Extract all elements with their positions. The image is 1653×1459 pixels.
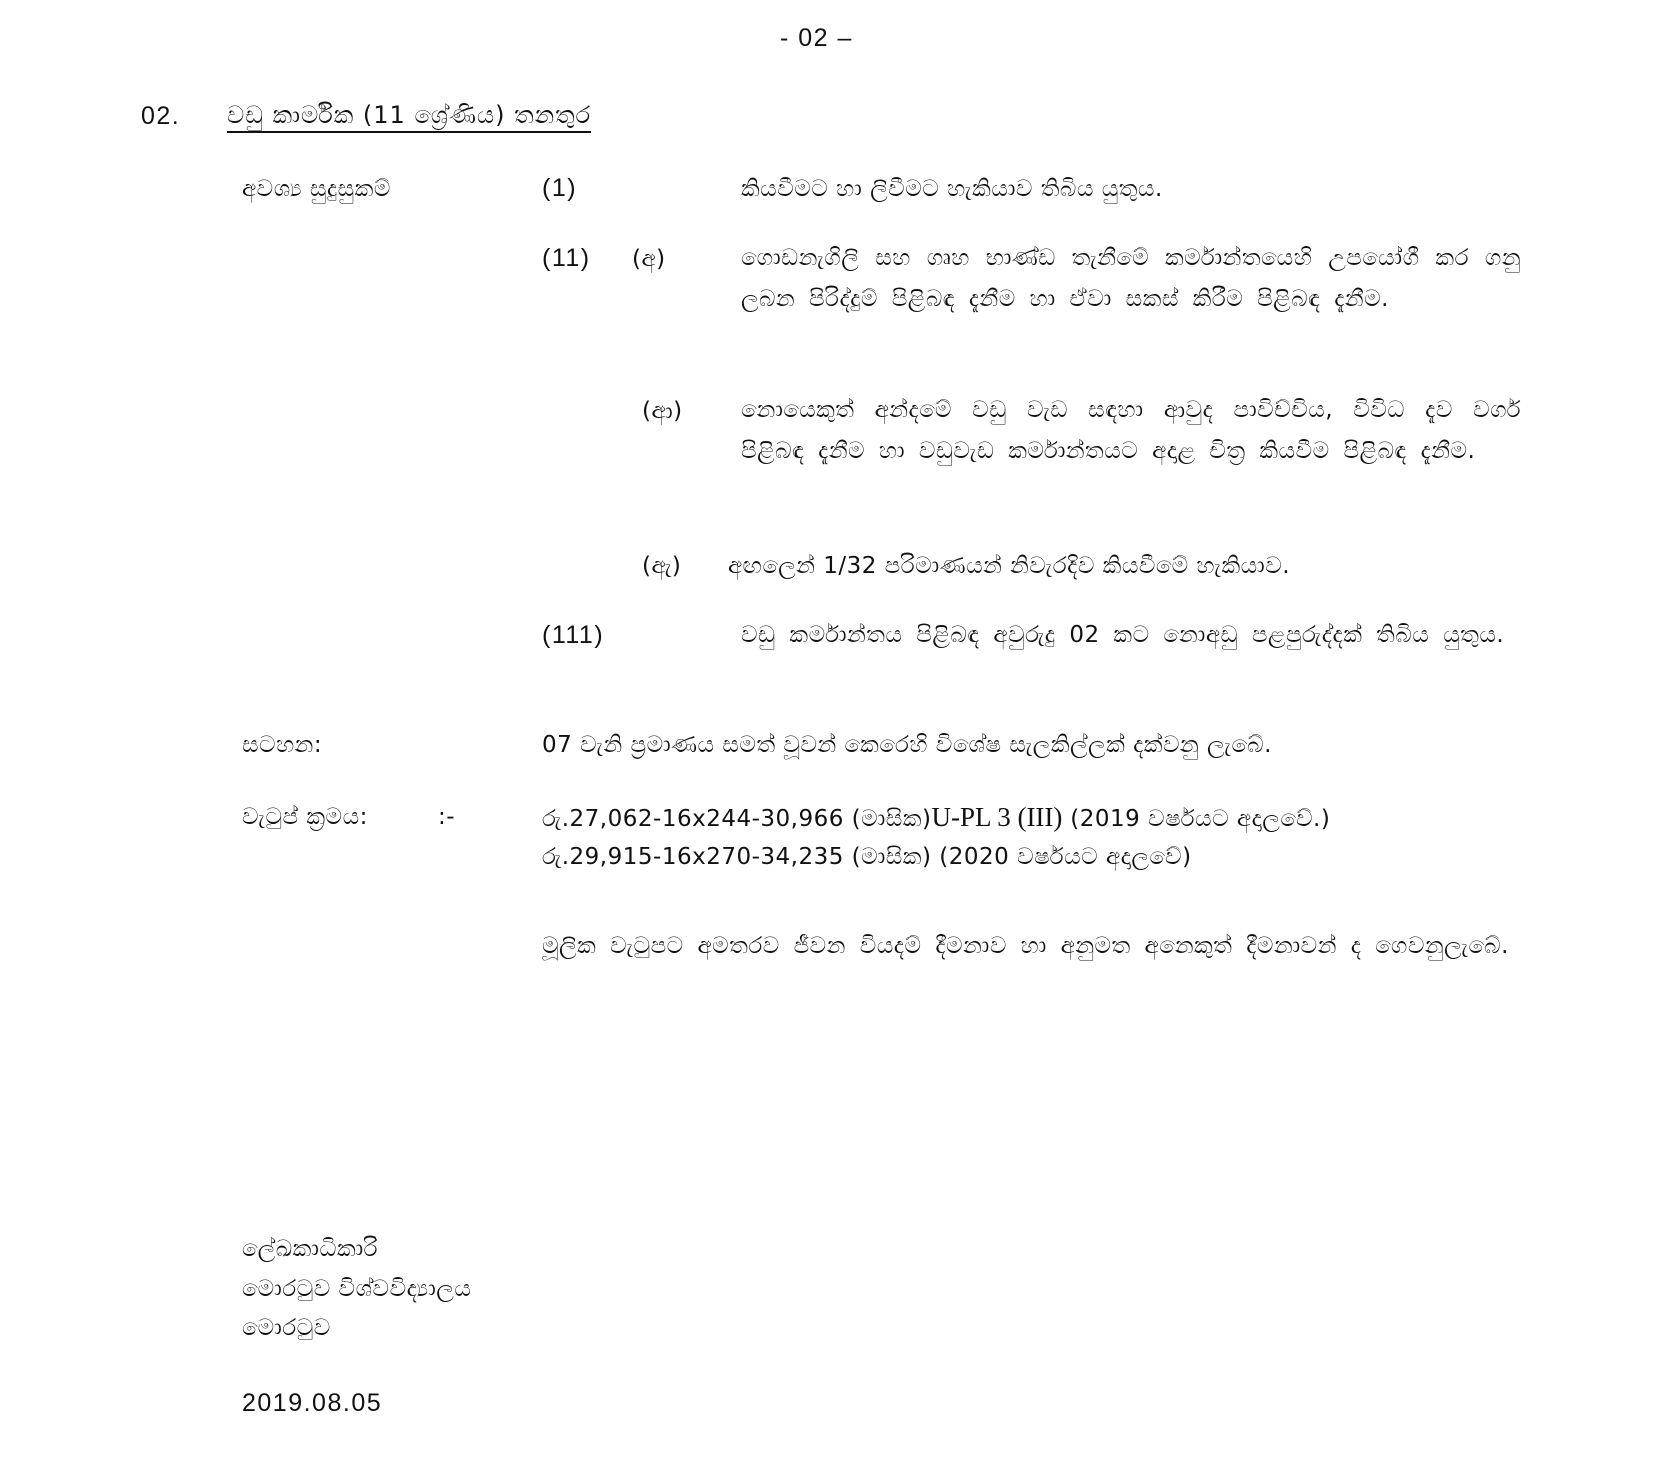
item-2a-marker: (අ)	[632, 246, 666, 272]
item-2-marker: (11)	[542, 244, 591, 272]
page-number: - 02 –	[780, 24, 853, 52]
allowance-text: මූලික වැටුපට අමතරව ජීවන වියදම් දීමනාව හා අනුමත අනෙකුත් දීමනාවන් ද ගෙවනුලැබේ.	[542, 933, 1509, 959]
section-number: 02.	[141, 102, 181, 130]
signature-location: මොරටුව	[242, 1315, 331, 1341]
note-label: සටහන:	[242, 732, 323, 758]
requirements-label: අවශ්‍ය සුදුසුකම්	[242, 176, 391, 202]
salary-line-1	[542, 802, 1330, 834]
item-2aa-text: නොයෙකුත් අන්දමේ වඩු වැඩ සඳහා ආවුද පාවිච්චිය, විවිධ දැව වර්ග පිළිබඳ දැනීම හා වඩුවැඩ කර්මාන්තයට අදාළ චිත්‍ර කියවීම පිළිබඳ දැනීම.	[741, 397, 1521, 464]
item-1-marker: (1)	[542, 174, 578, 202]
item-3-marker: (111)	[542, 621, 605, 649]
note-text: 07 වැනි ප්‍රමාණය සමත් වූවන් කෙරෙහි විශේෂ සැලකිල්ලක් දක්වනු ලැබේ.	[542, 732, 1272, 758]
item-2a-text: ගොඩනැගිලි සහ ගෘහ භාණ්ඩ තැනීමේ කර්මාන්තයෙහි උපයෝගී කර ගනු ලබන පිරිද්දුම් පිළිබඳ දැනීම හා ඒවා සකස් කිරීම පිළිබඳ දැනීම.	[741, 245, 1521, 312]
signature-title: ලේඛකාධිකාරි	[242, 1236, 379, 1262]
item-1-text: කියවීමට හා ලිවීමට හැකියාව තිබිය යුතුය.	[741, 176, 1163, 202]
signature-organization: මොරටුව විශ්වවිද්‍යාලය	[242, 1276, 472, 1302]
salary-line-2: රු.29,915-16x270-34,235 (මාසික) (2020 වර්ෂයට අදාලවේ)	[542, 844, 1192, 870]
salary-label: වැටුප් ක්‍රමය:	[242, 804, 368, 830]
salary-separator: :-	[438, 804, 456, 830]
document-date: 2019.08.05	[242, 1389, 383, 1417]
item-2ae-marker: (ඇ)	[642, 553, 682, 579]
item-2ae-text: අඟලෙන් 1/32 පරිමාණයන් නිවැරදිව කියවීමේ හැකියාව.	[728, 553, 1291, 579]
item-2aa-marker: (ආ)	[642, 398, 683, 424]
salary-line-1-scale: රු.27,062-16x244-30,966 (මාසික)	[542, 806, 932, 832]
salary-code: U-PL 3 (III)	[931, 802, 1063, 832]
section-title: වඩු කාර්මික (11 ශ්‍රේණිය) තනතුර	[227, 101, 591, 133]
salary-line-1-note: (2019 වර්ෂයට අදාලවේ.)	[1070, 806, 1331, 832]
item-3-text: වඩු කර්මාන්තය පිළිබඳ අවුරුදු 02 කට නොඅඩු පළපුරුද්දක් තිබිය යුතුය.	[741, 622, 1505, 648]
